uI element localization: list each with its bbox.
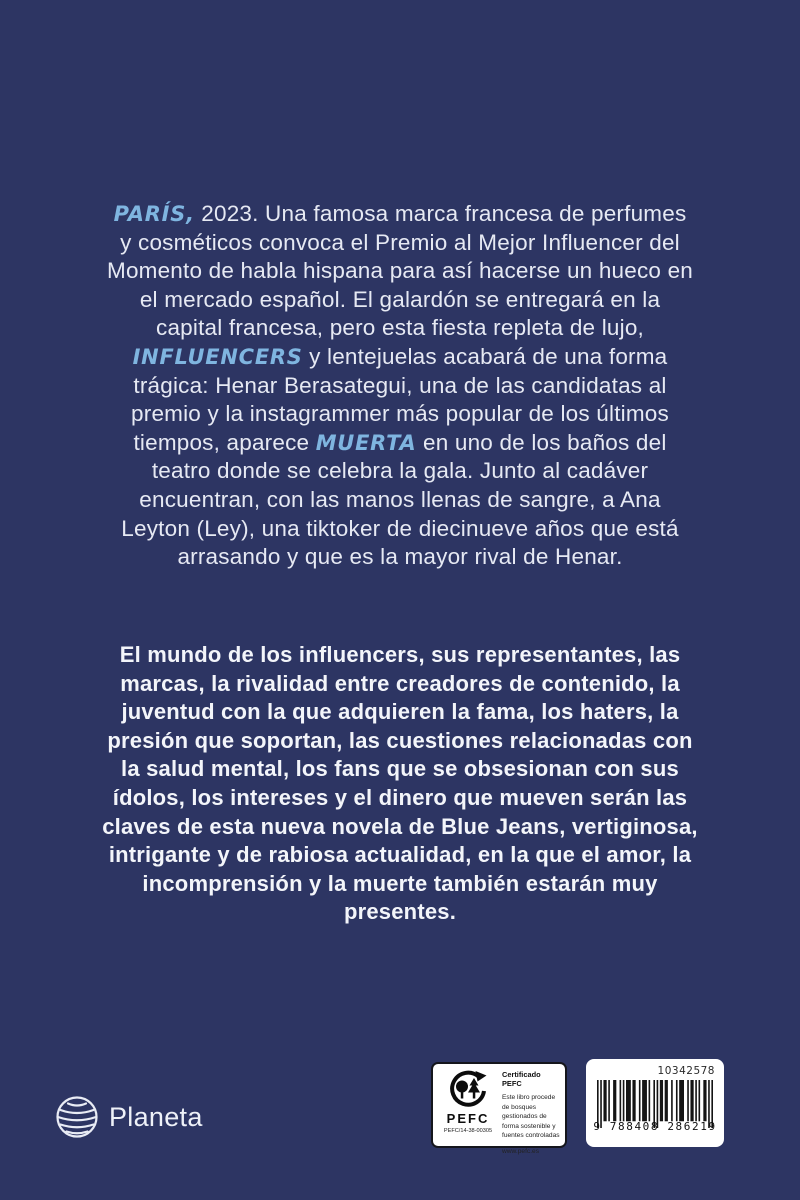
pefc-brand-text: PEFC xyxy=(446,1111,490,1126)
pefc-title: Certificado PEFC xyxy=(502,1070,541,1088)
barcode-isbn-digits: 9 788408 286219 xyxy=(593,1119,717,1133)
publisher-logo xyxy=(54,1094,203,1140)
pefc-logo-column xyxy=(439,1070,497,1142)
themes-paragraph: El mundo de los influencers, sus representantes, las marcas, la rivalidad entre creadores de contenido, la juventud con la que adquieren la fama, los haters, la presión que soportan, las cuestiones relacionadas con la salud mental, los fans que se obsesionan con sus ídolos, los intereses y el dinero que mueven serán las claves de esta nueva novela de Blue Jeans, vertiginosa, intrigante y de rabiosa actualidad, en la que el amor, la incomprensión y la muerte también estarán muy presentes. xyxy=(102,642,698,925)
accent-word-paris: PARÍS, xyxy=(113,202,195,226)
pefc-certificate-label xyxy=(431,1062,567,1155)
barcode-label xyxy=(586,1059,724,1147)
barcode-product-code: 10342578 xyxy=(657,1065,715,1077)
pefc-license-number: PEFC/14-38-00305 xyxy=(443,1127,493,1134)
pefc-url: www.pefc.es xyxy=(502,1147,540,1155)
synopsis-paragraph xyxy=(106,200,694,572)
synopsis-text-1: 2023. Una famosa marca francesa de perfumes y cosméticos convoca el Premio al Mejor Influencer del Momento de habla hispana para así hacerse un hueco en el mercado español. El galardón se entregará en la capital francesa, pero esta fiesta repleta de lujo, xyxy=(107,201,693,341)
accent-word-muerta: MUERTA xyxy=(315,430,417,455)
pefc-description: Este libro procede de bosques gestionados de forma sostenible y fuentes controladas xyxy=(502,1094,560,1140)
publisher-name: Planeta xyxy=(109,1101,203,1132)
synopsis-text-3: en uno de los baños del teatro donde se celebra la gala. Junto al cadáver encuentran, con las manos llenas de sangre, a Ana Leyton (Ley), una tiktoker de diecinueve años que está arrasando y que es la mayor rival de Henar. xyxy=(121,429,679,570)
pefc-text-column xyxy=(502,1070,560,1155)
synopsis-text-2: y lentejuelas acabará de una forma trágica: Henar Berasategui, una de las candidatas al premio y la instagrammer más popular de los últimos tiempos, aparece xyxy=(131,343,669,455)
planeta-globe-icon xyxy=(54,1094,100,1140)
pefc-logo-icon xyxy=(448,1070,488,1110)
accent-word-influencers: INFLUENCERS xyxy=(132,344,303,369)
